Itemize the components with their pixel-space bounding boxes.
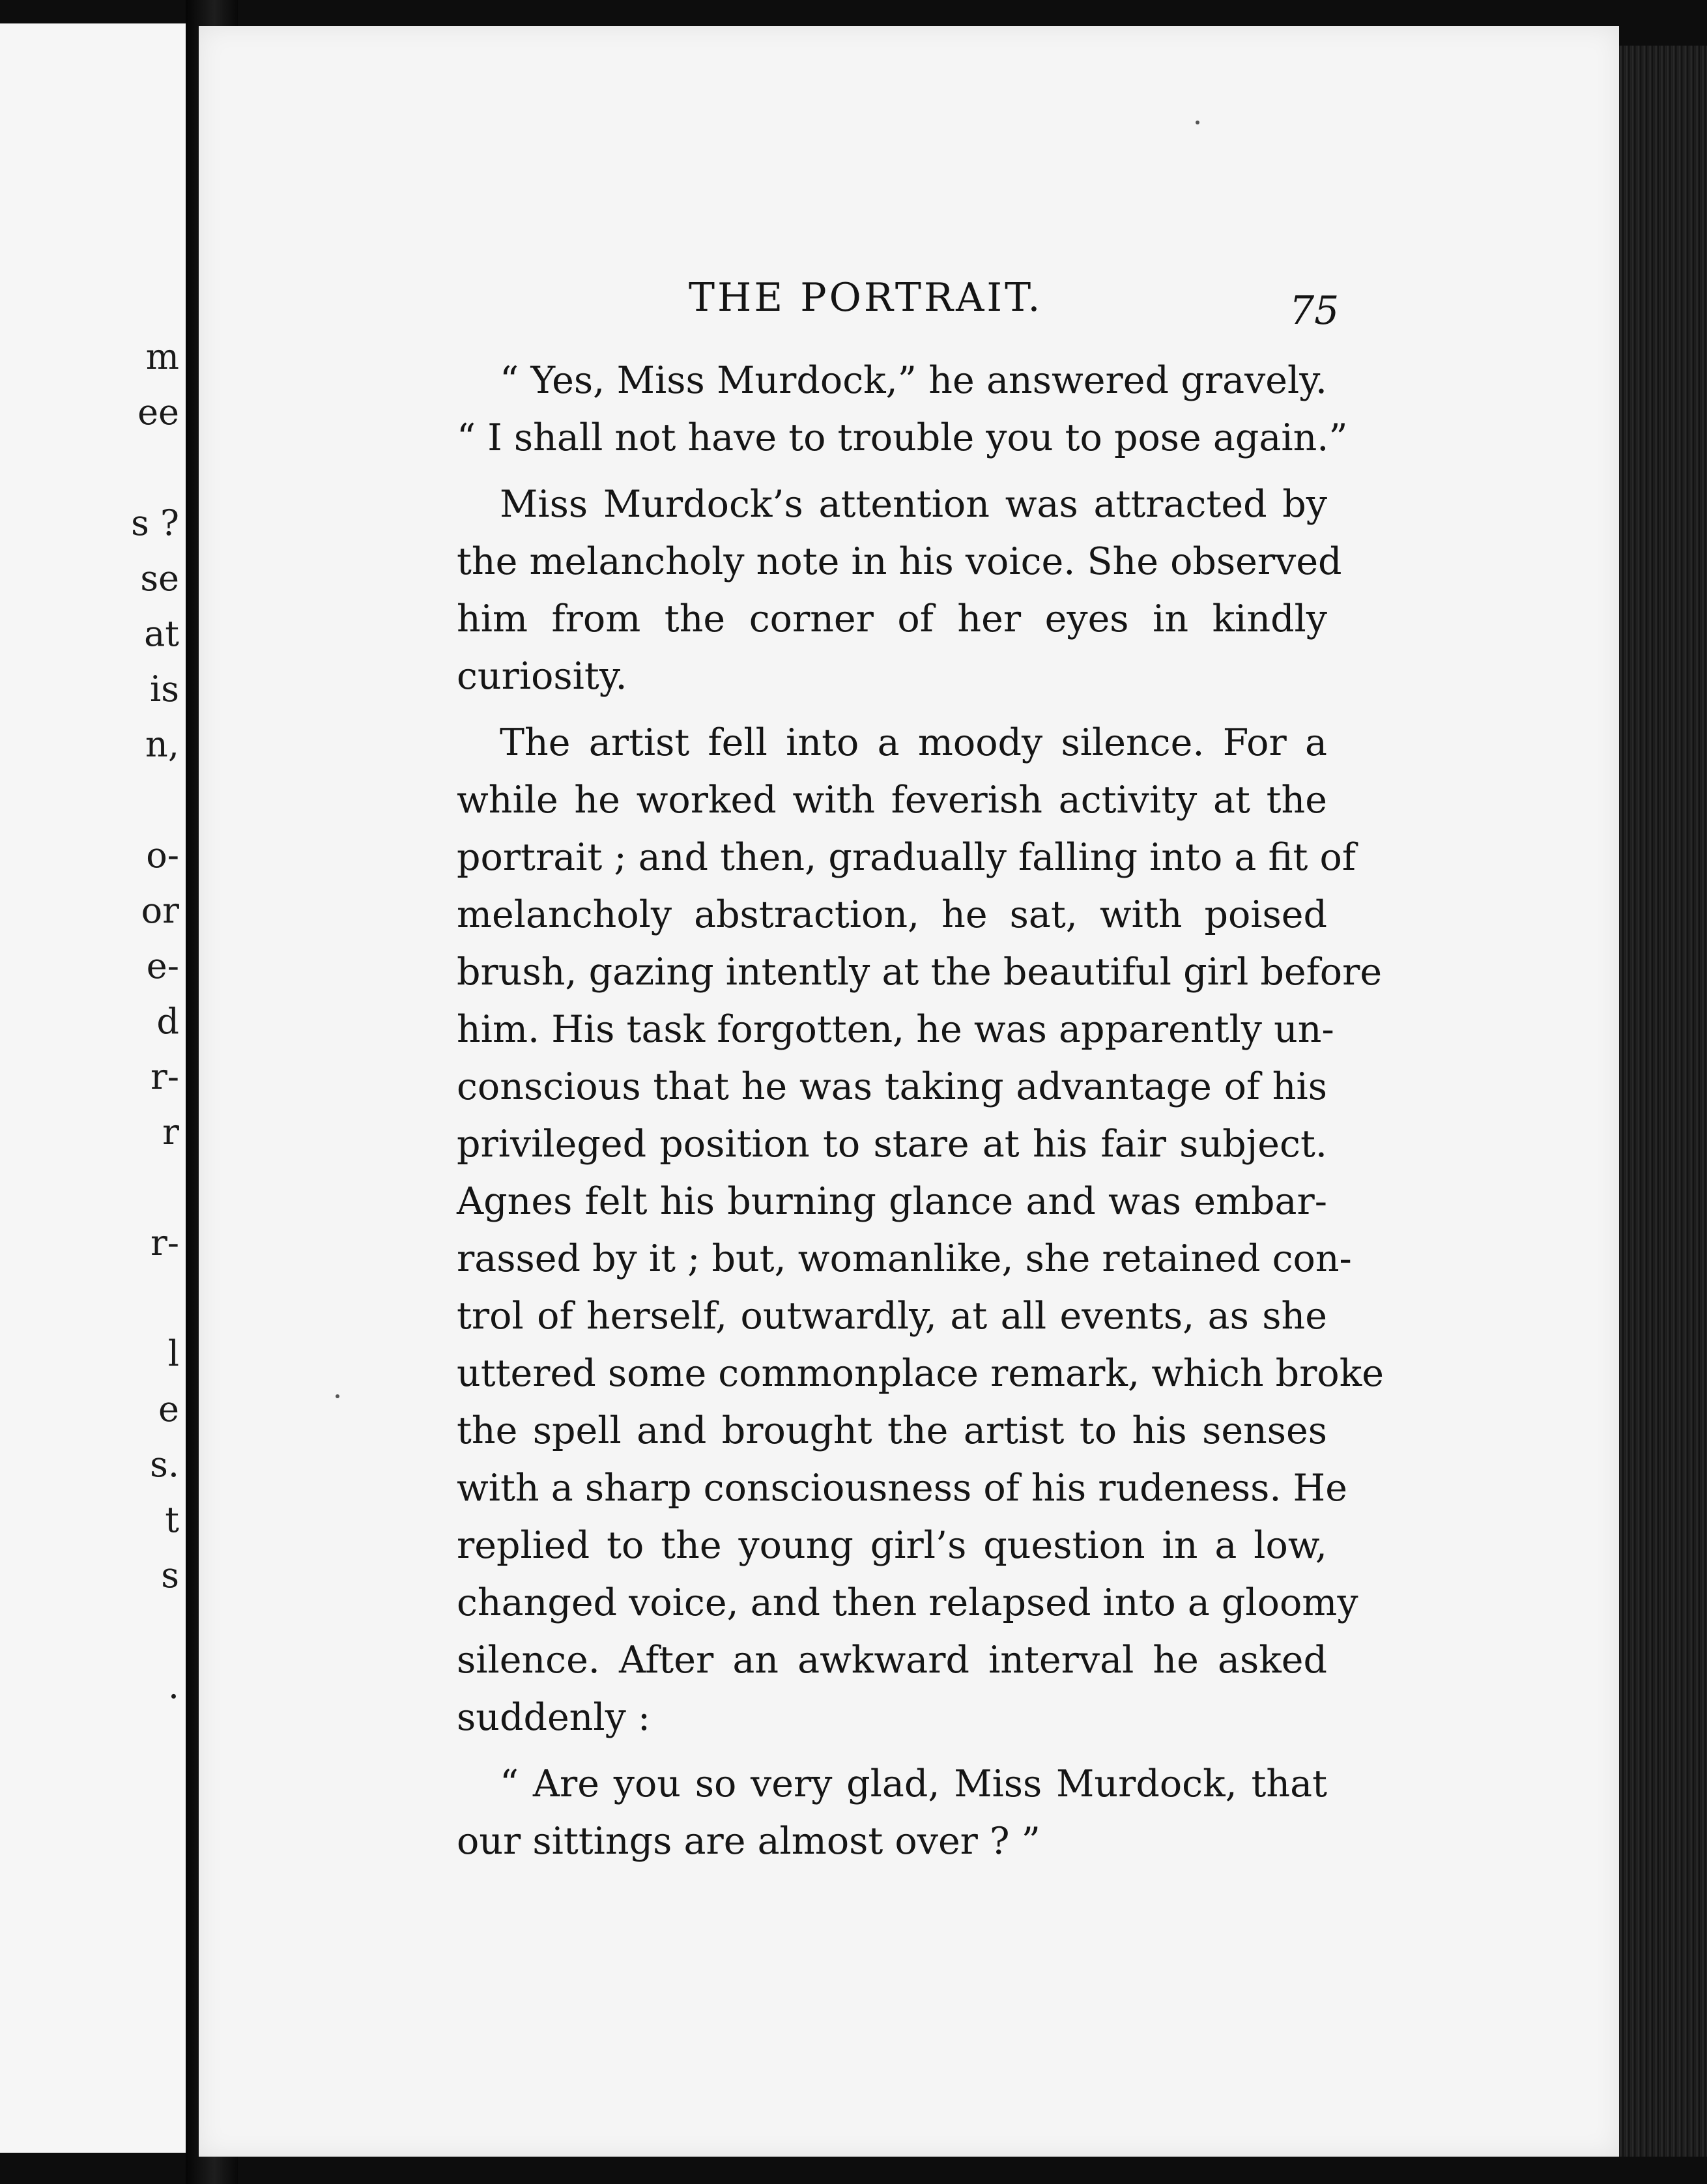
facing-page-fragment: m — [145, 336, 179, 377]
facing-page-fragment: s — [161, 1555, 179, 1596]
facing-page-fragment: at — [144, 613, 179, 654]
text-line: conscious that he was taking advantage of his — [457, 1065, 1327, 1108]
paper-speck — [1196, 121, 1199, 124]
body-text — [414, 352, 1384, 1879]
text-line: “ Are you so very glad, Miss Murdock, that — [500, 1762, 1327, 1805]
facing-page-fragment: e — [158, 1388, 179, 1430]
text-line: “ I shall not have to trouble you to pose again.” — [457, 416, 1348, 459]
chapter-title: THE PORTRAIT. — [689, 275, 1043, 321]
facing-page-fragment: s. — [150, 1444, 179, 1485]
text-line: the spell and brought the artist to his senses — [457, 1409, 1327, 1452]
text-line: brush, gazing intently at the beautiful girl before — [457, 951, 1383, 994]
paragraph — [414, 476, 1342, 705]
text-line: melancholy abstraction, he sat, with poised — [457, 893, 1327, 936]
facing-page-fragment: n, — [145, 724, 179, 765]
facing-page-fragment: ee — [137, 392, 179, 433]
text-line: while he worked with feverish activity at the — [457, 779, 1327, 822]
facing-page-edge — [0, 23, 188, 2153]
text-line: Miss Murdock’s attention was attracted by — [500, 483, 1327, 526]
facing-page-fragment: d — [156, 1001, 179, 1042]
page-number: 75 — [1289, 288, 1340, 334]
facing-page-fragment: se — [140, 558, 179, 599]
facing-page-fragment: s ? — [131, 502, 179, 543]
text-line: Agnes felt his burning glance and was embar- — [457, 1180, 1327, 1223]
text-line: replied to the young girl’s question in a low, — [457, 1524, 1327, 1567]
text-line: suddenly : — [457, 1696, 651, 1739]
paragraph — [414, 714, 1384, 1746]
facing-page-fragment: or — [141, 890, 179, 931]
facing-page-fragment: l — [167, 1333, 179, 1374]
text-line: him from the corner of her eyes in kindly — [457, 597, 1327, 640]
facing-page-fragment: r — [162, 1112, 179, 1153]
text-line: him. His task forgotten, he was apparently un- — [457, 1008, 1334, 1051]
text-line: trol of herself, outwardly, at all events, as she — [457, 1295, 1327, 1338]
text-line: uttered some commonplace remark, which broke — [457, 1352, 1384, 1395]
text-line: the melancholy note in his voice. She observed — [457, 540, 1342, 583]
paper-speck — [336, 1394, 339, 1398]
text-line: “ Yes, Miss Murdock,” he answered gravely. — [500, 359, 1327, 402]
running-head — [199, 275, 1619, 334]
text-line: our sittings are almost over ? ” — [457, 1820, 1040, 1863]
facing-page-fragment: is — [150, 668, 179, 710]
text-line: portrait ; and then, gradually falling into a fit of — [457, 836, 1356, 879]
facing-page-fragment: o- — [146, 835, 179, 876]
text-line: silence. After an awkward interval he asked — [457, 1639, 1327, 1682]
facing-page-fragment: r- — [150, 1056, 179, 1097]
facing-page-fragment: t — [165, 1499, 179, 1540]
text-line: privileged position to stare at his fair subject. — [457, 1123, 1327, 1166]
facing-page-fragment: r- — [150, 1222, 179, 1263]
paragraph — [414, 352, 1348, 467]
page-block-edge — [1619, 46, 1707, 2157]
text-line: changed voice, and then relapsed into a gloomy — [457, 1581, 1358, 1624]
text-line: curiosity. — [457, 655, 627, 698]
facing-page-fragment: e- — [146, 945, 179, 986]
text-line: The artist fell into a moody silence. For a — [500, 721, 1327, 764]
text-line: with a sharp consciousness of his rudeness. He — [457, 1467, 1347, 1510]
text-line: rassed by it ; but, womanlike, she retained con- — [457, 1237, 1352, 1280]
book-page — [199, 26, 1619, 2157]
paragraph — [414, 1755, 1327, 1870]
facing-page-fragment: . — [167, 1665, 179, 1706]
